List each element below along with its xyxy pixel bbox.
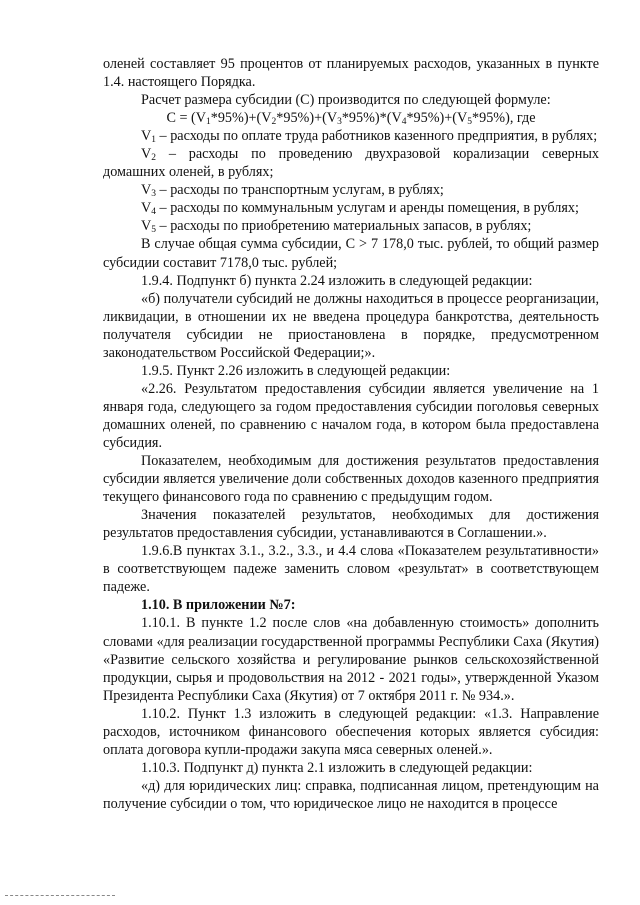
paragraph-legal-entities: «д) для юридических лиц: справка, подписанная лицом, претендующим на получение субсидии о том, что юридическое лицо не находится в процессе (103, 777, 599, 812)
paragraph-1-9-5: 1.9.5. Пункт 2.26 изложить в следующей редакции: (141, 362, 451, 379)
paragraph-1-10-1: 1.10.1. В пункте 1.2 после слов «на добавленную стоимость» дополнить словами «для реализации государственной программы Республики Саха (Якутия) «Развитие сельского хозяйства и регулирование рынков сельскохозяйственной продукции, сырья и продовольствия на 2012 - 2021 годы», утвержденной Указом Президента Республики Саха (Якутия) от 7 октября 2011 г. № 934.». (103, 615, 599, 704)
paragraph-1-10-3: 1.10.3. Подпункт д) пункта 2.1 изложить в следующей редакции: (141, 759, 533, 776)
variable-v3: $V_3$ – расходы по транспортным услугам, в рублях; (141, 182, 444, 200)
paragraph-indicator-values: Значения показателей результатов, необходимых для достижения результатов предоставления субсидии, устанавливаются в Соглашении.». (103, 507, 599, 542)
formula: $C = (V_1*95\%)+(V_2*95\%)+(V_3*95\%)*(V_4*95\%)+(V_5*95\%)$, где (166, 110, 536, 128)
paragraph-1-9-6: 1.9.6.В пунктах 3.1., 3.2., 3.3., и 4.4 слова «Показателем результативности» в соответствующем падеже заменить словом «результат» в соответствующем падеже. (103, 543, 599, 596)
paragraph-1-10-2: 1.10.2. Пункт 1.3 изложить в следующей редакции: «1.3. Направление расходов, источником финансового обеспечения которых является субсидия: оплата договора купли-продажи закупа мяса северных оленей.». (103, 705, 599, 758)
paragraph-2-26-result: «2.26. Результатом предоставления субсидии является увеличение на 1 января года, следующего за годом предоставления субсидии поголовья северных домашних оленей, по сравнению с началом года, в котором была предоставлена субсидия. (103, 380, 599, 451)
variable-v2: $V_2$ – расходы по проведению двухразовой корализации северных домашних оленей, в рублях; (103, 146, 599, 181)
section-heading-appendix-7: 1.10. В приложении №7: (141, 597, 296, 614)
document-body (103, 55, 599, 813)
paragraph-subsidy-cap: В случае общая сумма субсидии, С > 7 178,0 тыс. рублей, то общий размер субсидии составит 7178,0 тыс. рублей; (103, 236, 599, 271)
footer-rule (5, 895, 115, 897)
variable-v5: $V_5$ – расходы по приобретению материальных запасов, в рублях; (141, 218, 532, 236)
variable-v4: $V_4$ – расходы по коммунальным услугам и аренды помещения, в рублях; (141, 200, 579, 218)
paragraph-deer-expenses: оленей составляет 95 процентов от планируемых расходов, указанных в пункте 1.4. настоящего Порядка. (103, 56, 599, 91)
paragraph-formula-intro: Расчет размера субсидии (С) производится по следующей формуле: (141, 92, 551, 109)
variable-v1: $V_1$ – расходы по оплате труда работников казенного предприятия, в рублях; (141, 128, 598, 146)
paragraph-indicator: Показателем, необходимым для достижения результатов предоставления субсидии является увеличение доли собственных доходов казенного предприятия текущего финансового года по сравнению с предыдущим годом. (103, 453, 599, 506)
paragraph-recipients-conditions: «б) получатели субсидий не должны находиться в процессе реорганизации, ликвидации, в отношении их не введена процедура банкротства, деятельность получателя субсидии не приостановлена в порядке, предусмотренном законодательством Российской Федерации;». (103, 290, 599, 361)
paragraph-1-9-4: 1.9.4. Подпункт б) пункта 2.24 изложить в следующей редакции: (141, 272, 533, 289)
